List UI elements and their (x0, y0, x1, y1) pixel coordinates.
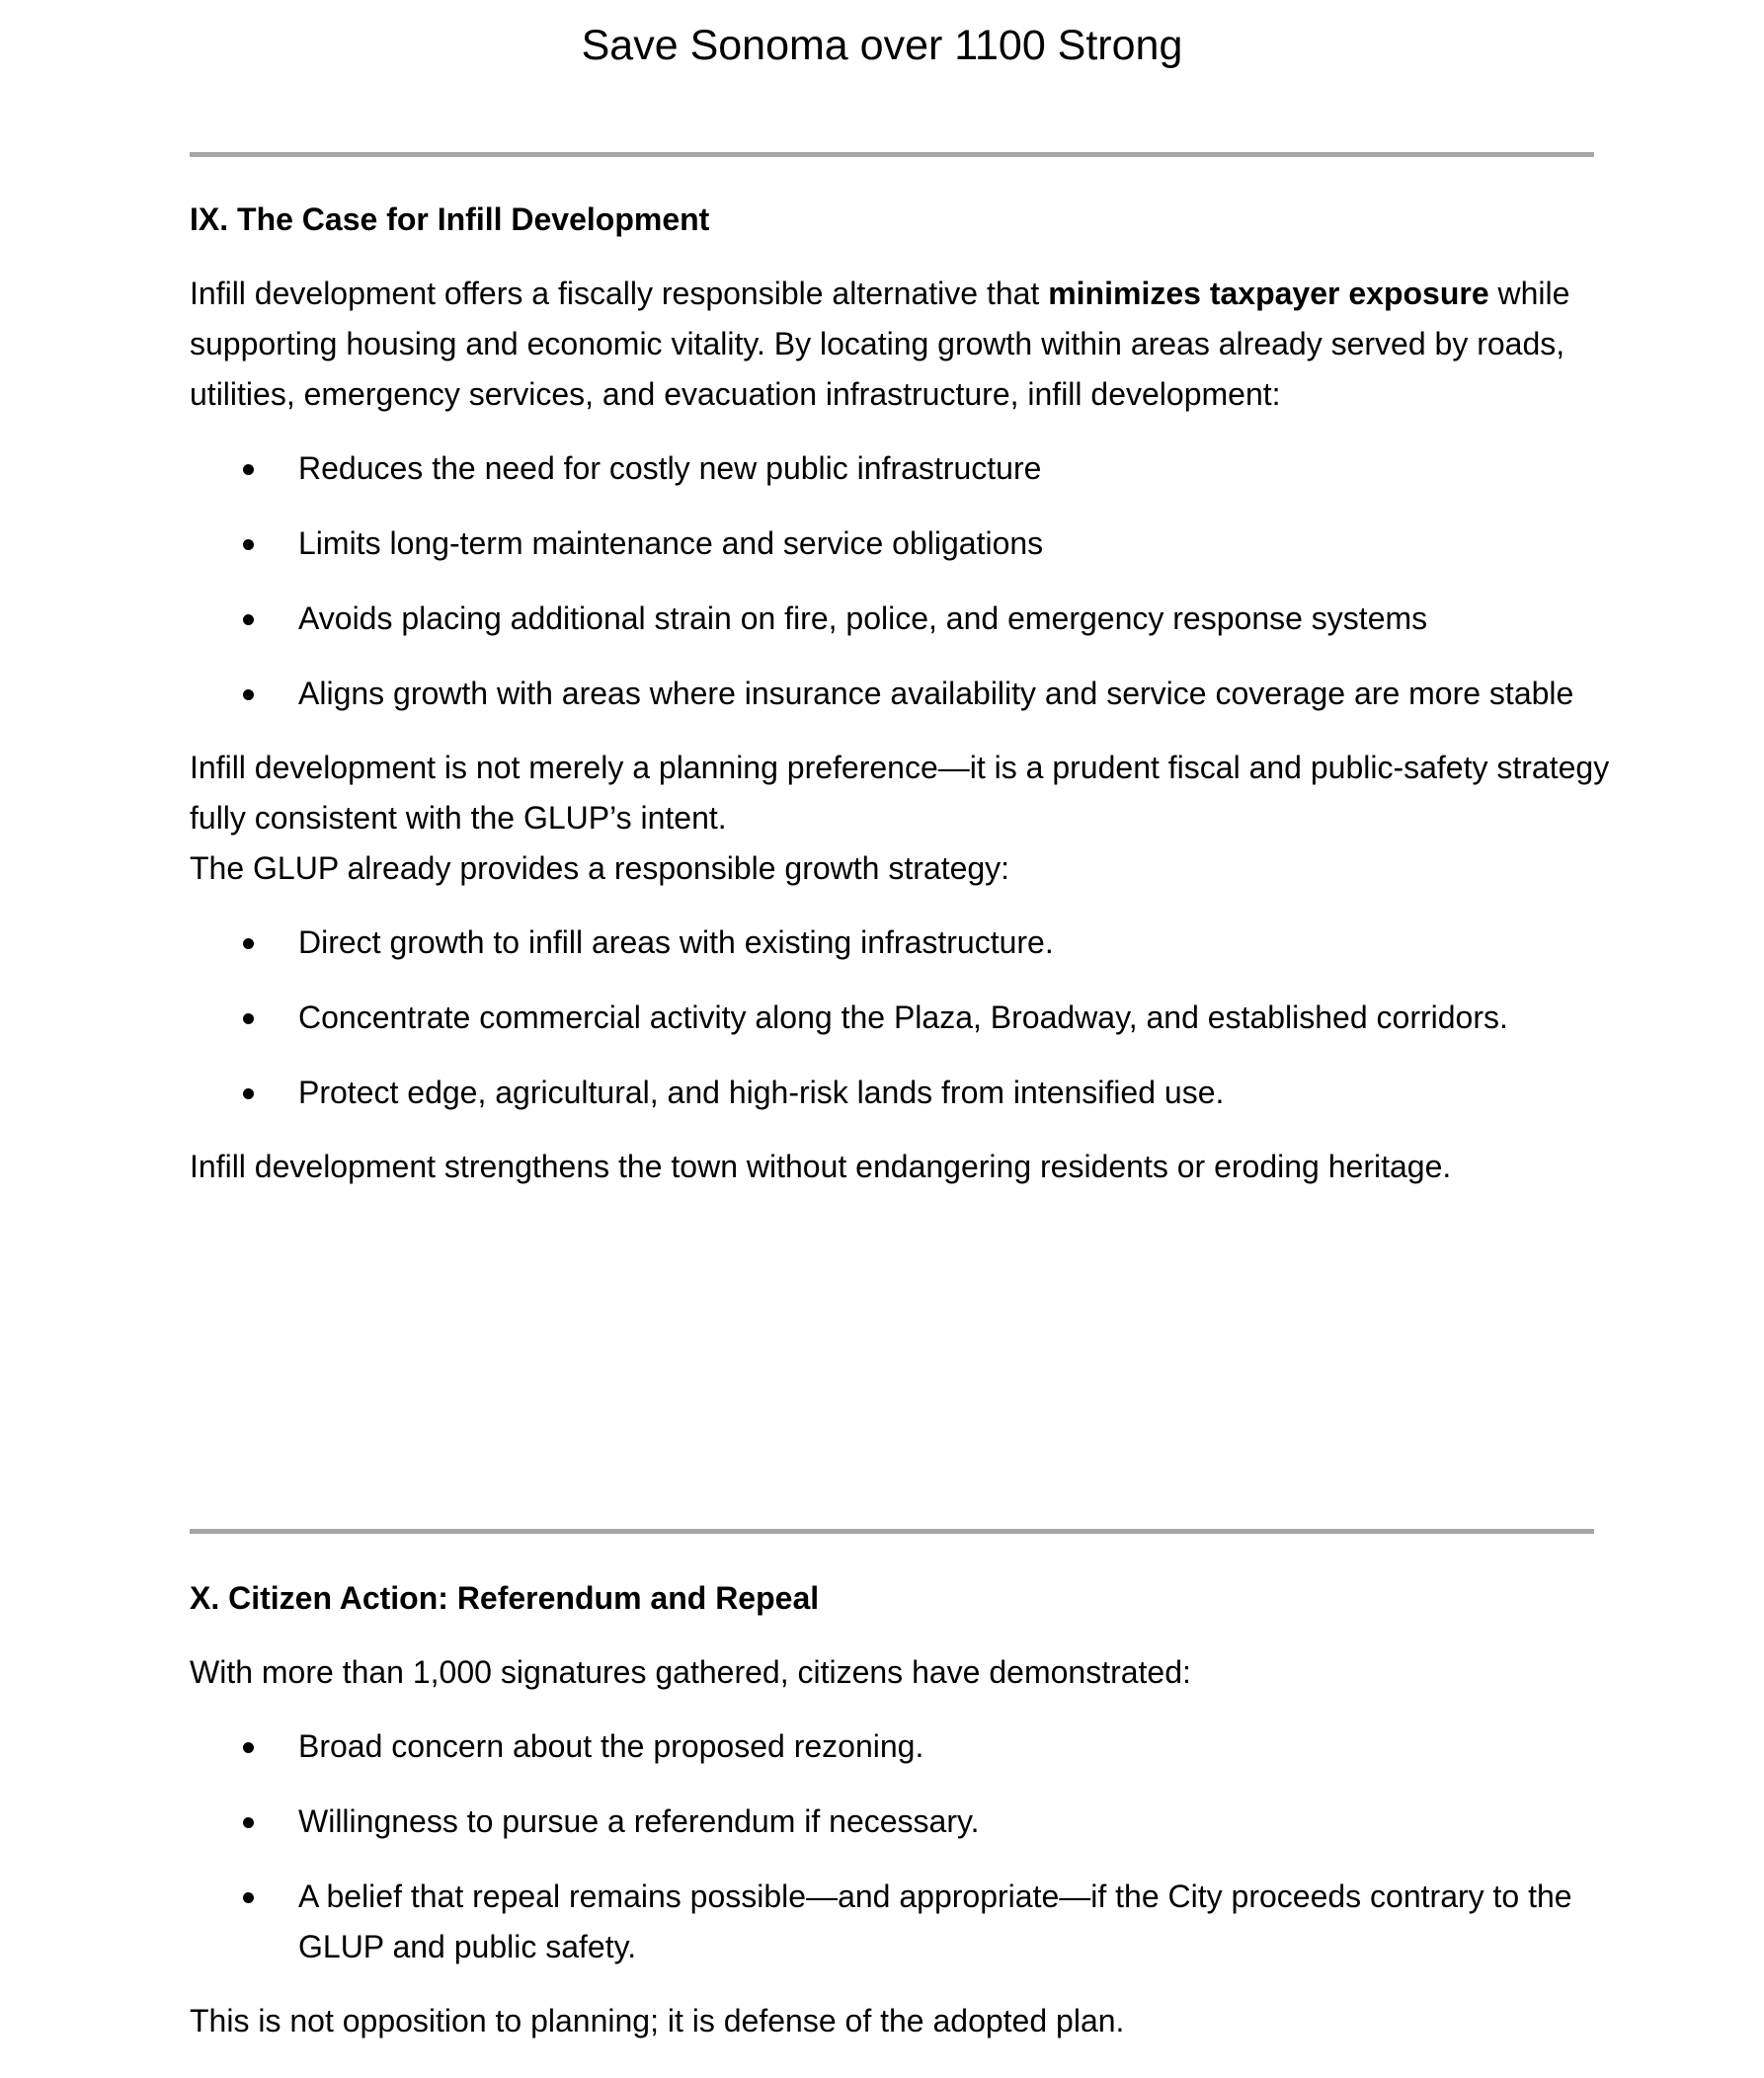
section-ix (190, 194, 1612, 1216)
list-item-text: Direct growth to infill areas with existing infrastructure. (298, 924, 1054, 960)
section-x (190, 1572, 1612, 2070)
section-x-heading: X. Citizen Action: Referendum and Repeal (190, 1580, 820, 1616)
list-item (190, 669, 1612, 719)
bullet-icon (243, 539, 254, 550)
section-ix-heading: IX. The Case for Infill Development (190, 201, 710, 237)
section-ix-closing: Infill development strengthens the town without endangering residents or eroding heritage. (190, 1149, 1452, 1184)
intro-bold-phrase: minimizes taxpayer exposure (1048, 276, 1489, 311)
bullet-icon (243, 1088, 254, 1099)
bullet-icon (243, 1892, 254, 1903)
bullet-icon (243, 1742, 254, 1753)
section-ix-intro (190, 269, 1612, 420)
section-divider (190, 152, 1594, 157)
list-item-text: Concentrate commercial activity along the Plaza, Broadway, and established corridors. (298, 999, 1508, 1035)
list-item (190, 519, 1612, 569)
bullet-icon (243, 1817, 254, 1828)
list-item (190, 1797, 1612, 1847)
list-item-text: Avoids placing additional strain on fire, police, and emergency response systems (298, 600, 1428, 636)
list-item-text: Aligns growth with areas where insurance availability and service coverage are more stable (298, 676, 1574, 711)
list-item (190, 1721, 1612, 1772)
intro-text-end: while supporting housing and economic vitality. By locating growth within areas already served by roads, utilities, emergency services, and evacuation infrastructure, infill development: (190, 276, 1570, 412)
bullet-icon (243, 1013, 254, 1024)
intro-text-start: Infill development offers a fiscally responsible alternative that (190, 276, 1049, 311)
section-divider (190, 1529, 1594, 1534)
infill-benefits-list (190, 443, 1612, 719)
section-x-intro: With more than 1,000 signatures gathered, citizens have demonstrated: (190, 1654, 1191, 1690)
list-item (190, 594, 1612, 644)
section-x-closing: This is not opposition to planning; it is defense of the adopted plan. (190, 2003, 1125, 2038)
glup-strategy-list (190, 918, 1612, 1118)
section-ix-para-2: Infill development is not merely a planning preference—it is a prudent fiscal and public-safety strategy fully consistent with the GLUP’s intent. (190, 750, 1610, 836)
list-item (190, 918, 1612, 968)
list-item-text: A belief that repeal remains possible—and appropriate—if the City proceeds contrary to the GLUP and public safety. (298, 1878, 1572, 1964)
list-item-text: Broad concern about the proposed rezoning. (298, 1728, 924, 1764)
bullet-icon (243, 689, 254, 700)
list-item (190, 993, 1612, 1043)
citizen-demonstrations-list (190, 1721, 1612, 1972)
page-title: Save Sonoma over 1100 Strong (581, 22, 1183, 69)
bullet-icon (243, 464, 254, 475)
list-item (190, 443, 1612, 494)
list-item-text: Willingness to pursue a referendum if necessary. (298, 1803, 980, 1839)
list-item (190, 1068, 1612, 1118)
list-item-text: Reduces the need for costly new public infrastructure (298, 450, 1042, 486)
section-ix-para-3: The GLUP already provides a responsible growth strategy: (190, 850, 1010, 886)
list-item (190, 1872, 1612, 1972)
list-item-text: Limits long-term maintenance and service obligations (298, 525, 1044, 561)
bullet-icon (243, 938, 254, 949)
bullet-icon (243, 614, 254, 625)
list-item-text: Protect edge, agricultural, and high-risk lands from intensified use. (298, 1075, 1225, 1110)
